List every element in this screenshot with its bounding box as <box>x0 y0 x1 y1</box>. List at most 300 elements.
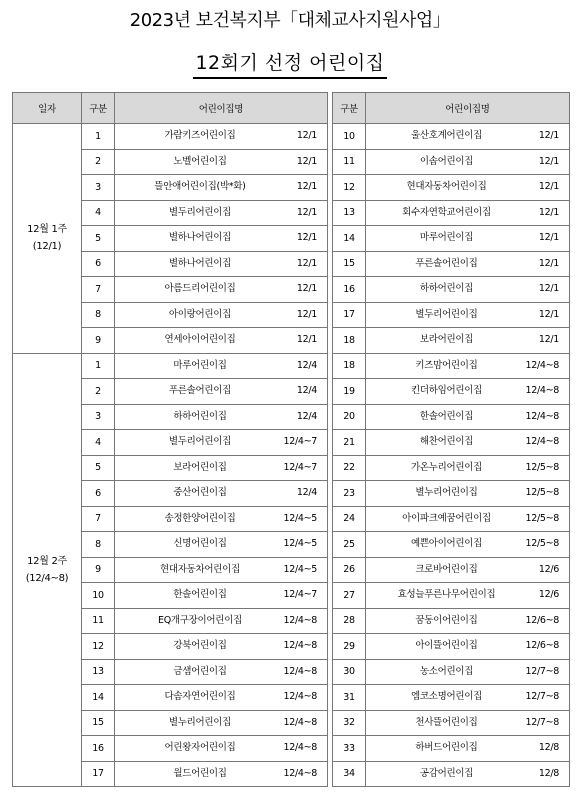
name-cell-wrap <box>115 609 327 633</box>
daycare-name: 송정한양어린이집 <box>164 512 236 524</box>
selection-date: 12/1 <box>296 308 317 320</box>
name-cell-wrap <box>366 201 569 225</box>
selection-date: 12/4~7 <box>283 589 317 601</box>
name-cell-wrap <box>115 660 327 684</box>
name-cell-wrap <box>115 762 327 786</box>
row-number-right: 17 <box>333 302 366 328</box>
name-cell-wrap <box>366 609 569 633</box>
selection-date: 12/4~8 <box>283 665 317 677</box>
daycare-cell-right <box>366 277 570 303</box>
row-number-right: 16 <box>333 277 366 303</box>
week-period-cell <box>13 124 82 354</box>
row-number-left: 8 <box>82 532 115 558</box>
daycare-cell-left <box>115 149 328 175</box>
row-number-left: 10 <box>82 583 115 609</box>
selection-date: 12/4 <box>296 385 317 397</box>
table-row <box>13 302 570 328</box>
daycare-name: 농소어린이집 <box>419 665 474 677</box>
row-number-left: 5 <box>82 226 115 252</box>
selection-date: 12/6 <box>538 589 559 601</box>
daycare-name: 노벨어린이집 <box>173 155 227 167</box>
selection-date: 12/1 <box>538 308 559 320</box>
daycare-cell-right <box>366 736 570 762</box>
name-cell-wrap <box>115 532 327 556</box>
row-number-left: 5 <box>82 455 115 481</box>
name-cell-wrap <box>115 685 327 709</box>
daycare-cell-left <box>115 761 328 787</box>
daycare-cell-left <box>115 659 328 685</box>
name-cell-wrap <box>115 456 327 480</box>
name-cell-wrap <box>115 226 327 250</box>
table-row <box>13 659 570 685</box>
daycare-cell-right <box>366 455 570 481</box>
row-number-right: 34 <box>333 761 366 787</box>
name-cell-wrap <box>366 277 569 301</box>
table-row <box>13 175 570 201</box>
table-row <box>13 200 570 226</box>
selection-date: 12/1 <box>296 181 317 193</box>
name-cell-wrap <box>366 226 569 250</box>
table-row <box>13 277 570 303</box>
table-row <box>13 430 570 456</box>
row-number-left: 16 <box>82 736 115 762</box>
name-cell-wrap <box>366 303 569 327</box>
selection-date: 12/1 <box>538 232 559 244</box>
daycare-name: 울산호계어린이집 <box>410 130 483 142</box>
daycare-cell-left <box>115 328 328 354</box>
daycare-name: 별두리어린이집 <box>415 308 478 320</box>
name-cell-wrap <box>115 354 327 378</box>
selection-date: 12/1 <box>296 257 317 269</box>
table-row <box>13 608 570 634</box>
row-number-right: 32 <box>333 710 366 736</box>
selection-date: 12/4 <box>296 359 317 371</box>
daycare-name: 월드어린이집 <box>173 767 227 779</box>
selection-date: 12/7~8 <box>525 716 559 728</box>
selection-date: 12/1 <box>296 155 317 167</box>
name-cell-wrap <box>366 175 569 199</box>
daycare-name: 효성늘푸른나무어린이집 <box>397 589 496 601</box>
row-number-right: 21 <box>333 430 366 456</box>
daycare-name: 별누리어린이집 <box>415 487 478 499</box>
row-number-left: 2 <box>82 379 115 405</box>
table-row <box>13 532 570 558</box>
table-row <box>13 328 570 354</box>
row-number-right: 20 <box>333 404 366 430</box>
daycare-cell-right <box>366 404 570 430</box>
name-cell-wrap <box>366 252 569 276</box>
selection-date: 12/4 <box>296 487 317 499</box>
table-row <box>13 149 570 175</box>
selection-date: 12/5~8 <box>525 512 559 524</box>
name-cell-wrap <box>115 430 327 454</box>
row-number-right: 14 <box>333 226 366 252</box>
week-label: 12월 2주 <box>27 555 67 567</box>
selection-date: 12/4~8 <box>525 385 559 397</box>
header-name-left: 어린이집명 <box>115 93 328 124</box>
row-number-right: 27 <box>333 583 366 609</box>
header-name-right: 어린이집명 <box>366 93 570 124</box>
selection-date: 12/5~8 <box>525 487 559 499</box>
selection-date: 12/1 <box>538 257 559 269</box>
daycare-cell-right <box>366 302 570 328</box>
table-row <box>13 583 570 609</box>
daycare-cell-left <box>115 557 328 583</box>
table-row <box>13 710 570 736</box>
selection-date: 12/1 <box>538 155 559 167</box>
daycare-cell-right <box>366 583 570 609</box>
name-cell-wrap <box>366 685 569 709</box>
week-period-cell <box>13 353 82 787</box>
selection-date: 12/5~8 <box>525 461 559 473</box>
daycare-name: 현대자동차어린이집 <box>406 181 487 193</box>
row-number-right: 28 <box>333 608 366 634</box>
daycare-name: 가온누리어린이집 <box>410 461 483 473</box>
daycare-name: 아름드리어린이집 <box>164 283 236 295</box>
row-number-right: 18 <box>333 328 366 354</box>
selection-date: 12/4~7 <box>283 436 317 448</box>
row-number-left: 13 <box>82 659 115 685</box>
table-row <box>13 481 570 507</box>
name-cell-wrap <box>115 736 327 760</box>
daycare-name: 하하어린이집 <box>419 283 474 295</box>
daycare-name: 별두리어린이집 <box>168 206 232 218</box>
name-cell-wrap <box>366 405 569 429</box>
daycare-name: 다솜자연어린이집 <box>164 691 236 703</box>
table-header-row <box>13 93 570 124</box>
selection-date: 12/1 <box>538 334 559 346</box>
daycare-cell-right <box>366 328 570 354</box>
table-row <box>13 379 570 405</box>
daycare-cell-left <box>115 379 328 405</box>
daycare-name: 별하나어린이집 <box>168 257 232 269</box>
name-cell-wrap <box>366 481 569 505</box>
selection-date: 12/8 <box>538 742 559 754</box>
daycare-cell-right <box>366 608 570 634</box>
table-row <box>13 557 570 583</box>
row-number-right: 30 <box>333 659 366 685</box>
daycare-name: 해찬어린이집 <box>419 436 474 448</box>
name-cell-wrap <box>366 354 569 378</box>
daycare-name: 마루어린이집 <box>173 359 227 371</box>
daycare-cell-left <box>115 124 328 150</box>
selection-date: 12/7~8 <box>525 691 559 703</box>
daycare-name: 어린왕자어린이집 <box>164 742 236 754</box>
name-cell-wrap <box>115 175 327 199</box>
name-cell-wrap <box>366 762 569 786</box>
row-number-left: 4 <box>82 200 115 226</box>
row-number-right: 10 <box>333 124 366 150</box>
table-row <box>13 251 570 277</box>
name-cell-wrap <box>115 634 327 658</box>
daycare-name: 예쁜아이어린이집 <box>410 538 483 550</box>
row-number-right: 23 <box>333 481 366 507</box>
daycare-cell-right <box>366 200 570 226</box>
document-subtitle <box>0 50 580 79</box>
daycare-cell-right <box>366 685 570 711</box>
daycare-name: 아이랑어린이집 <box>168 308 232 320</box>
name-cell-wrap <box>115 201 327 225</box>
table-row <box>13 455 570 481</box>
row-number-left: 8 <box>82 302 115 328</box>
daycare-name: 아이뜰어린이집 <box>415 640 478 652</box>
table-row <box>13 685 570 711</box>
row-number-right: 15 <box>333 251 366 277</box>
daycare-name: 키즈맘어린이집 <box>415 359 478 371</box>
daycare-name: 중산어린이집 <box>173 487 227 499</box>
week-date-range: (12/4~8) <box>25 572 69 584</box>
row-number-left: 6 <box>82 481 115 507</box>
daycare-cell-left <box>115 506 328 532</box>
selection-date: 12/4 <box>296 410 317 422</box>
selection-date: 12/1 <box>538 283 559 295</box>
selection-date: 12/1 <box>538 130 559 142</box>
selection-date: 12/5~8 <box>525 538 559 550</box>
daycare-name: 푸른솔어린이집 <box>168 385 232 397</box>
daycare-cell-left <box>115 251 328 277</box>
daycare-cell-left <box>115 353 328 379</box>
name-cell-wrap <box>366 558 569 582</box>
row-number-left: 1 <box>82 124 115 150</box>
row-number-right: 18 <box>333 353 366 379</box>
row-number-left: 12 <box>82 634 115 660</box>
name-cell-wrap <box>115 507 327 531</box>
name-cell-wrap <box>366 430 569 454</box>
daycare-cell-left <box>115 583 328 609</box>
daycare-cell-right <box>366 557 570 583</box>
row-number-right: 31 <box>333 685 366 711</box>
daycare-name: 엠코소명어린이집 <box>410 691 483 703</box>
daycare-name: 뜰안애어린이집(박*화) <box>154 181 246 193</box>
name-cell-wrap <box>115 583 327 607</box>
row-number-right: 26 <box>333 557 366 583</box>
row-number-left: 7 <box>82 506 115 532</box>
selection-date: 12/1 <box>538 206 559 218</box>
daycare-name: 가람키즈어린이집 <box>164 130 236 142</box>
daycare-name: 마루어린이집 <box>419 232 474 244</box>
daycare-name: 보라어린이집 <box>419 334 474 346</box>
table-row <box>13 226 570 252</box>
daycare-name: 이솝어린이집 <box>419 155 474 167</box>
daycare-cell-left <box>115 532 328 558</box>
name-cell-wrap <box>115 379 327 403</box>
name-cell-wrap <box>115 711 327 735</box>
daycare-name: 신명어린이집 <box>173 538 227 550</box>
daycare-name: 회수자연학교어린이집 <box>402 206 491 218</box>
row-number-right: 11 <box>333 149 366 175</box>
daycare-cell-right <box>366 634 570 660</box>
daycare-name: 강북어린이집 <box>173 640 227 652</box>
name-cell-wrap <box>115 277 327 301</box>
selection-date: 12/1 <box>296 283 317 295</box>
selection-date: 12/4~8 <box>283 691 317 703</box>
daycare-cell-right <box>366 379 570 405</box>
daycare-name: 별두리어린이집 <box>168 436 232 448</box>
daycare-cell-right <box>366 226 570 252</box>
selection-date: 12/4~5 <box>283 538 317 550</box>
daycare-cell-left <box>115 430 328 456</box>
selection-date: 12/1 <box>296 206 317 218</box>
name-cell-wrap <box>366 736 569 760</box>
row-number-left: 17 <box>82 761 115 787</box>
name-cell-wrap <box>115 405 327 429</box>
daycare-cell-right <box>366 761 570 787</box>
row-number-right: 12 <box>333 175 366 201</box>
name-cell-wrap <box>366 507 569 531</box>
name-cell-wrap <box>366 124 569 148</box>
selection-date: 12/1 <box>296 130 317 142</box>
name-cell-wrap <box>366 583 569 607</box>
daycare-cell-left <box>115 608 328 634</box>
daycare-cell-right <box>366 430 570 456</box>
selection-date: 12/4~8 <box>283 640 317 652</box>
row-number-right: 24 <box>333 506 366 532</box>
selection-date: 12/4~8 <box>525 359 559 371</box>
daycare-name: 연세아이어린이집 <box>164 334 236 346</box>
selection-date: 12/4~8 <box>283 614 317 626</box>
name-cell-wrap <box>366 328 569 352</box>
row-number-right: 22 <box>333 455 366 481</box>
daycare-cell-left <box>115 277 328 303</box>
daycare-name: 천사뜰어린이집 <box>415 716 478 728</box>
table-row <box>13 761 570 787</box>
daycare-name: EQ개구장이어린이집 <box>158 614 242 626</box>
daycare-name: 한솔어린이집 <box>173 589 227 601</box>
row-number-left: 2 <box>82 149 115 175</box>
selection-date: 12/4~8 <box>525 436 559 448</box>
daycare-cell-right <box>366 481 570 507</box>
table-row <box>13 124 570 150</box>
daycare-cell-right <box>366 149 570 175</box>
daycare-cell-left <box>115 736 328 762</box>
name-cell-wrap <box>115 558 327 582</box>
subtitle-text: 12회기 선정 어린이집 <box>193 50 386 79</box>
daycare-cell-right <box>366 532 570 558</box>
row-number-left: 7 <box>82 277 115 303</box>
selection-date: 12/4~7 <box>283 461 317 473</box>
row-number-left: 15 <box>82 710 115 736</box>
daycare-name: 현대자동차어린이집 <box>160 563 240 575</box>
row-number-right: 33 <box>333 736 366 762</box>
header-num-left: 구분 <box>82 93 115 124</box>
daycare-name: 금샘어린이집 <box>173 665 227 677</box>
name-cell-wrap <box>115 150 327 174</box>
name-cell-wrap <box>366 150 569 174</box>
daycare-cell-left <box>115 200 328 226</box>
daycare-name: 별누리어린이집 <box>168 716 232 728</box>
daycare-cell-left <box>115 634 328 660</box>
table-row <box>13 353 570 379</box>
daycare-name: 크로바어린이집 <box>415 563 478 575</box>
name-cell-wrap <box>115 303 327 327</box>
daycare-cell-left <box>115 710 328 736</box>
row-number-left: 3 <box>82 175 115 201</box>
daycare-name: 별하나어린이집 <box>168 232 232 244</box>
table-body <box>13 93 570 787</box>
name-cell-wrap <box>366 379 569 403</box>
row-number-right: 13 <box>333 200 366 226</box>
row-number-left: 14 <box>82 685 115 711</box>
selection-date: 12/4~8 <box>283 716 317 728</box>
selection-date: 12/1 <box>296 334 317 346</box>
row-number-right: 25 <box>333 532 366 558</box>
row-number-left: 9 <box>82 557 115 583</box>
row-number-left: 9 <box>82 328 115 354</box>
daycare-cell-right <box>366 353 570 379</box>
name-cell-wrap <box>366 711 569 735</box>
table-row <box>13 506 570 532</box>
daycare-name: 킨더하임어린이집 <box>410 385 483 397</box>
daycare-name: 푸른솔어린이집 <box>415 257 478 269</box>
row-number-left: 1 <box>82 353 115 379</box>
selection-date: 12/4~5 <box>283 512 317 524</box>
row-number-right: 29 <box>333 634 366 660</box>
selection-table <box>12 92 570 787</box>
selection-date: 12/6~8 <box>525 614 559 626</box>
name-cell-wrap <box>366 532 569 556</box>
daycare-name: 아이파크예꿈어린이집 <box>402 512 491 524</box>
selection-date: 12/4~8 <box>525 410 559 422</box>
daycare-name: 보라어린이집 <box>173 461 227 473</box>
name-cell-wrap <box>115 252 327 276</box>
name-cell-wrap <box>366 660 569 684</box>
daycare-cell-left <box>115 685 328 711</box>
daycare-cell-left <box>115 226 328 252</box>
header-date: 일자 <box>13 93 82 124</box>
row-number-left: 6 <box>82 251 115 277</box>
week-label: 12월 1주 <box>27 224 67 236</box>
name-cell-wrap <box>366 634 569 658</box>
row-number-left: 11 <box>82 608 115 634</box>
daycare-cell-left <box>115 404 328 430</box>
name-cell-wrap <box>115 481 327 505</box>
selection-date: 12/1 <box>538 181 559 193</box>
daycare-cell-left <box>115 481 328 507</box>
table-row <box>13 634 570 660</box>
selection-date: 12/6~8 <box>525 640 559 652</box>
selection-date: 12/8 <box>538 767 559 779</box>
selection-date: 12/6 <box>538 563 559 575</box>
table-row <box>13 404 570 430</box>
document-title: 2023년 보건복지부「대체교사지원사업」 <box>129 10 451 31</box>
daycare-cell-left <box>115 302 328 328</box>
daycare-name: 공감어린이집 <box>419 767 474 779</box>
daycare-name: 하버드어린이집 <box>415 742 478 754</box>
daycare-cell-left <box>115 455 328 481</box>
daycare-cell-right <box>366 506 570 532</box>
row-number-right: 19 <box>333 379 366 405</box>
selection-date: 12/7~8 <box>525 665 559 677</box>
daycare-cell-right <box>366 124 570 150</box>
selection-date: 12/1 <box>296 232 317 244</box>
header-num-right: 구분 <box>333 93 366 124</box>
daycare-cell-right <box>366 659 570 685</box>
selection-date: 12/4~5 <box>283 563 317 575</box>
name-cell-wrap <box>115 328 327 352</box>
selection-date: 12/4~8 <box>283 767 317 779</box>
daycare-cell-right <box>366 175 570 201</box>
row-number-left: 4 <box>82 430 115 456</box>
name-cell-wrap <box>115 124 327 148</box>
daycare-cell-right <box>366 251 570 277</box>
daycare-cell-right <box>366 710 570 736</box>
daycare-cell-left <box>115 175 328 201</box>
daycare-name: 하하어린이집 <box>173 410 227 422</box>
daycare-name: 한솔어린이집 <box>419 410 474 422</box>
table-row <box>13 736 570 762</box>
row-number-left: 3 <box>82 404 115 430</box>
selection-date: 12/4~8 <box>283 742 317 754</box>
